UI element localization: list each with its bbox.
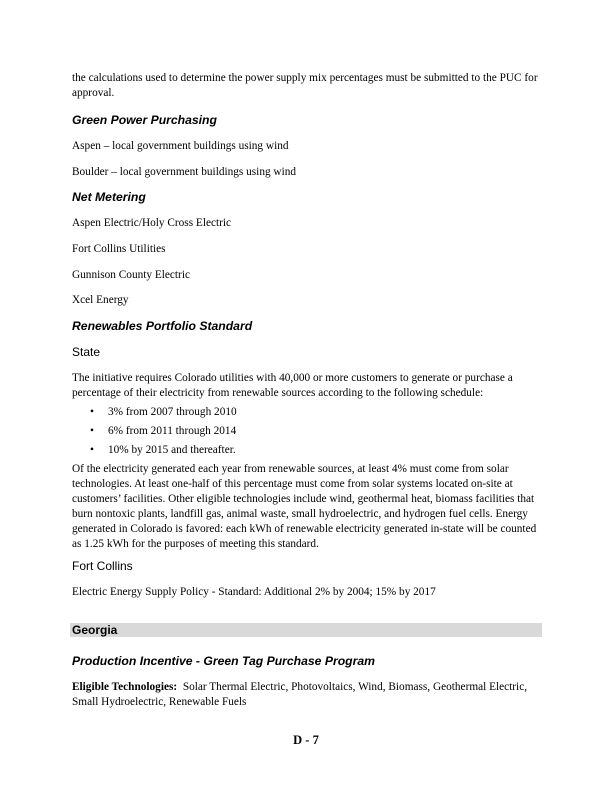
eligible-technologies: [72, 680, 542, 710]
eligible-text: Solar Thermal Electric, Photovoltaics, Wind, Biomass, Geothermal Electric, Small Hydroelectric, Renewable Fuels: [72, 681, 528, 708]
solar-paragraph: Of the electricity generated each year from renewable sources, at least 4% must come from solar technologies. At least one-half of this percentage must come from solar systems located on-site at customers’ facilities. Other eligible technologies include wind, geothermal heat, biomass facilities that burn nontoxic plants, landfill gas, animal waste, small hydroelectric, and hydrogen fuel cells. Energy generated in Colorado is favored: each kWh of renewable electricity generated in-state will be counted as 1.25 kWh for the purposes of meeting this standard.: [72, 463, 537, 550]
state-paragraph: The initiative requires Colorado utilities with 40,000 or more customers to generate or purchase a percentage of their electricity from renewable sources according to the following schedule:: [72, 372, 513, 399]
list-item: Xcel Energy: [72, 294, 129, 306]
eligible-label: Eligible Technologies:: [72, 681, 178, 693]
document-page: the calculations used to determine the power supply mix percentages must be submitted to the PUC for approval. Green Power Purchasing Aspen – local government buildings using wind Boulder – local government buildings using wind Net Metering Aspen Electric/Holy Cross Electric Fort Collins Utilities Gunnison County Electric Xcel Energy Renewables Portfolio Standard State The initiative requires Colorado utilities with 40,000 or more customers to generate or purchase a percentage of their electricity from renewable sources according to the following schedule: • 3% from 2007 through 2010 • 6% from 2011 through 2014 • 10% by 2015 and thereafter. Of the electricity generated each year from renewable sources, at least 4% must come from solar technologies. At least one-half of this percentage must come from solar systems located on-site at customers’ facilities. Other eligible technologies include wind, geothermal heat, biomass facilities that burn nontoxic plants, landfill gas, animal waste, small hydroelectric, and hydrogen fuel cells. Energy generated in Colorado is favored: each kWh of renewable electricity generated in-state will be counted as 1.25 kWh for the purposes of meeting this standard. Fort Collins Electric Energy Supply Policy - Standard: Additional 2% by 2004; 15% by 2017 Georgia Production Incentive - Green Tag Purchase Program Eligible Technologies: Solar Thermal Electric, Photovoltaics, Wind, Biomass, Geothermal Electric, Small Hydroelectric, Renewable Fuels D - 7: [0, 0, 612, 792]
state-subheading: State: [72, 345, 101, 359]
list-item: Boulder – local government buildings using wind: [72, 166, 297, 178]
list-item: Aspen – local government buildings using wind: [72, 140, 289, 152]
production-incentive-heading: Production Incentive - Green Tag Purchase Program: [72, 654, 375, 668]
list-item: Gunnison County Electric: [72, 269, 190, 281]
fort-collins-subheading: Fort Collins: [72, 559, 133, 573]
net-metering-heading: Net Metering: [72, 190, 146, 204]
intro-paragraph: the calculations used to determine the power supply mix percentages must be submitted to the PUC for approval.: [72, 72, 538, 99]
page-number: D - 7: [293, 733, 319, 747]
bullet-icon: •: [90, 425, 94, 437]
green-power-heading: Green Power Purchasing: [72, 113, 217, 127]
list-item: Fort Collins Utilities: [72, 243, 166, 255]
rps-heading: Renewables Portfolio Standard: [72, 319, 253, 333]
georgia-section-bar: Georgia: [70, 623, 542, 637]
bullet-icon: •: [90, 406, 94, 418]
fort-collins-text: Electric Energy Supply Policy - Standard: Additional 2% by 2004; 15% by 2017: [72, 586, 436, 598]
list-item: Aspen Electric/Holy Cross Electric: [72, 217, 232, 229]
bullet-icon: •: [90, 444, 94, 456]
